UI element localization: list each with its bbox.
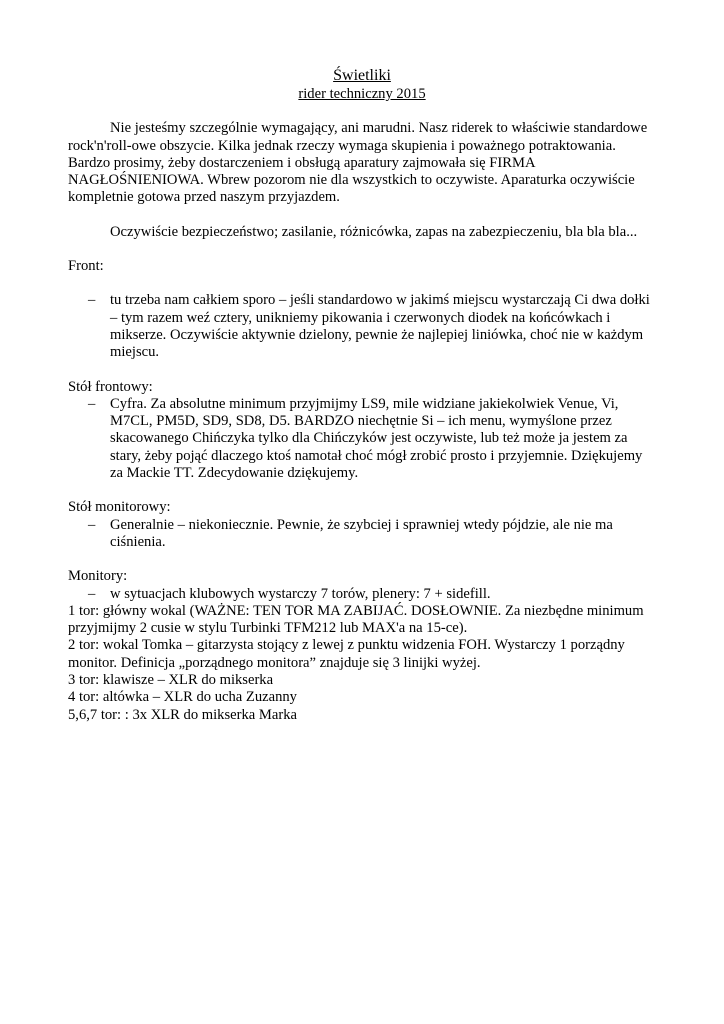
front-list-item	[68, 292, 656, 361]
monitor-channel-line: 1 tor: główny wokal (WAŻNE: TEN TOR MA ZABIJAĆ. DOSŁOWNIE. Za niezbędne minimum przyjmijmy 2 cusie w stylu Turbinki TFM212 lub MAX'a na 15-ce).	[68, 602, 644, 637]
monitor-channel-line: 2 tor: wokal Tomka – gitarzysta stojący z lewej z punktu widzenia FOH. Wystarczy 1 porządny monitor. Definicja „porządnego monitora” znajduje się 3 linijki wyżej.	[68, 637, 625, 671]
monitors-heading: Monitory:	[68, 568, 128, 585]
monitor-desk-list-item	[68, 517, 656, 552]
monitors-item-text: w sytuacjach klubowych wystarczy 7 torów, plenery: 7 + sidefill.	[110, 585, 491, 602]
monitor-channel-line: 3 tor: klawisze – XLR do mikserka	[68, 672, 274, 689]
foh-desk-list-item	[68, 396, 656, 482]
monitor-channel-line: 5,6,7 tor: : 3x XLR do mikserka Marka	[68, 706, 298, 723]
foh-desk-heading: Stół frontowy:	[68, 378, 153, 395]
monitor-desk-heading: Stół monitorowy:	[68, 499, 171, 516]
foh-desk-item-text: Cyfra. Za absolutne minimum przyjmijmy LS9, mile widziane jakiekolwiek Venue, Vi, M7CL, PM5D, SD9, SD8, D5. BARDZO niechętnie Si – ich menu, wymyślone przez skacowanego Chińczyka tylko dla Chińczyków jest oczywiste, lub też może ja jestem za stary, żeby pojąć dlaczego ktoś namotał choć mógł zrobić prosto i przyjemnie. Dziękujemy za Mackie TT. Zdecydowanie dziękujemy.	[110, 395, 643, 482]
front-item-text: tu trzeba nam całkiem sporo – jeśli standardowo w jakimś miejscu wystarczają Ci dwa dołki – tym razem weź cztery, unikniemy pikowania i czerwonych diodek na końcówkach i mikserze. Oczywiście aktywnie dzielony, pewnie że najlepiej liniówka, choć nie w każdym miejscu.	[110, 292, 650, 361]
front-heading: Front:	[68, 258, 104, 275]
dash-bullet: –	[88, 585, 96, 602]
safety-paragraph: Oczywiście bezpieczeństwo; zasilanie, różnicówka, zapas na zabezpieczeniu, bla bla bla...	[110, 223, 638, 240]
monitor-desk-item-text: Generalnie – niekoniecznie. Pewnie, że szybciej i sprawniej wtedy pójdzie, ale nie ma ciśnienia.	[110, 516, 613, 550]
monitors-list-item	[68, 586, 656, 603]
document-body	[68, 67, 656, 724]
dash-bullet: –	[88, 395, 96, 412]
document-subtitle: rider techniczny 2015	[298, 86, 426, 102]
dash-bullet: –	[88, 292, 96, 309]
dash-bullet: –	[88, 516, 96, 533]
monitor-channel-line: 4 tor: altówka – XLR do ucha Zuzanny	[68, 689, 297, 706]
document-title: Świetliki	[333, 67, 391, 84]
intro-paragraph: Nie jesteśmy szczególnie wymagający, ani marudni. Nasz riderek to właściwie standardowe rock'n'roll-owe obszycie. Kilka jednak rzeczy wymaga skupienia i poważnego potraktowania. Bardzo prosimy, żeby dostarczeniem i obsługą aparatury zajmowała się FIRMA NAGŁOŚNIENIOWA. Wbrew pozorom nie dla wszystkich to oczywiste. Aparaturka oczywiście kompletnie gotowa przed naszym przyjazdem.	[68, 120, 648, 206]
